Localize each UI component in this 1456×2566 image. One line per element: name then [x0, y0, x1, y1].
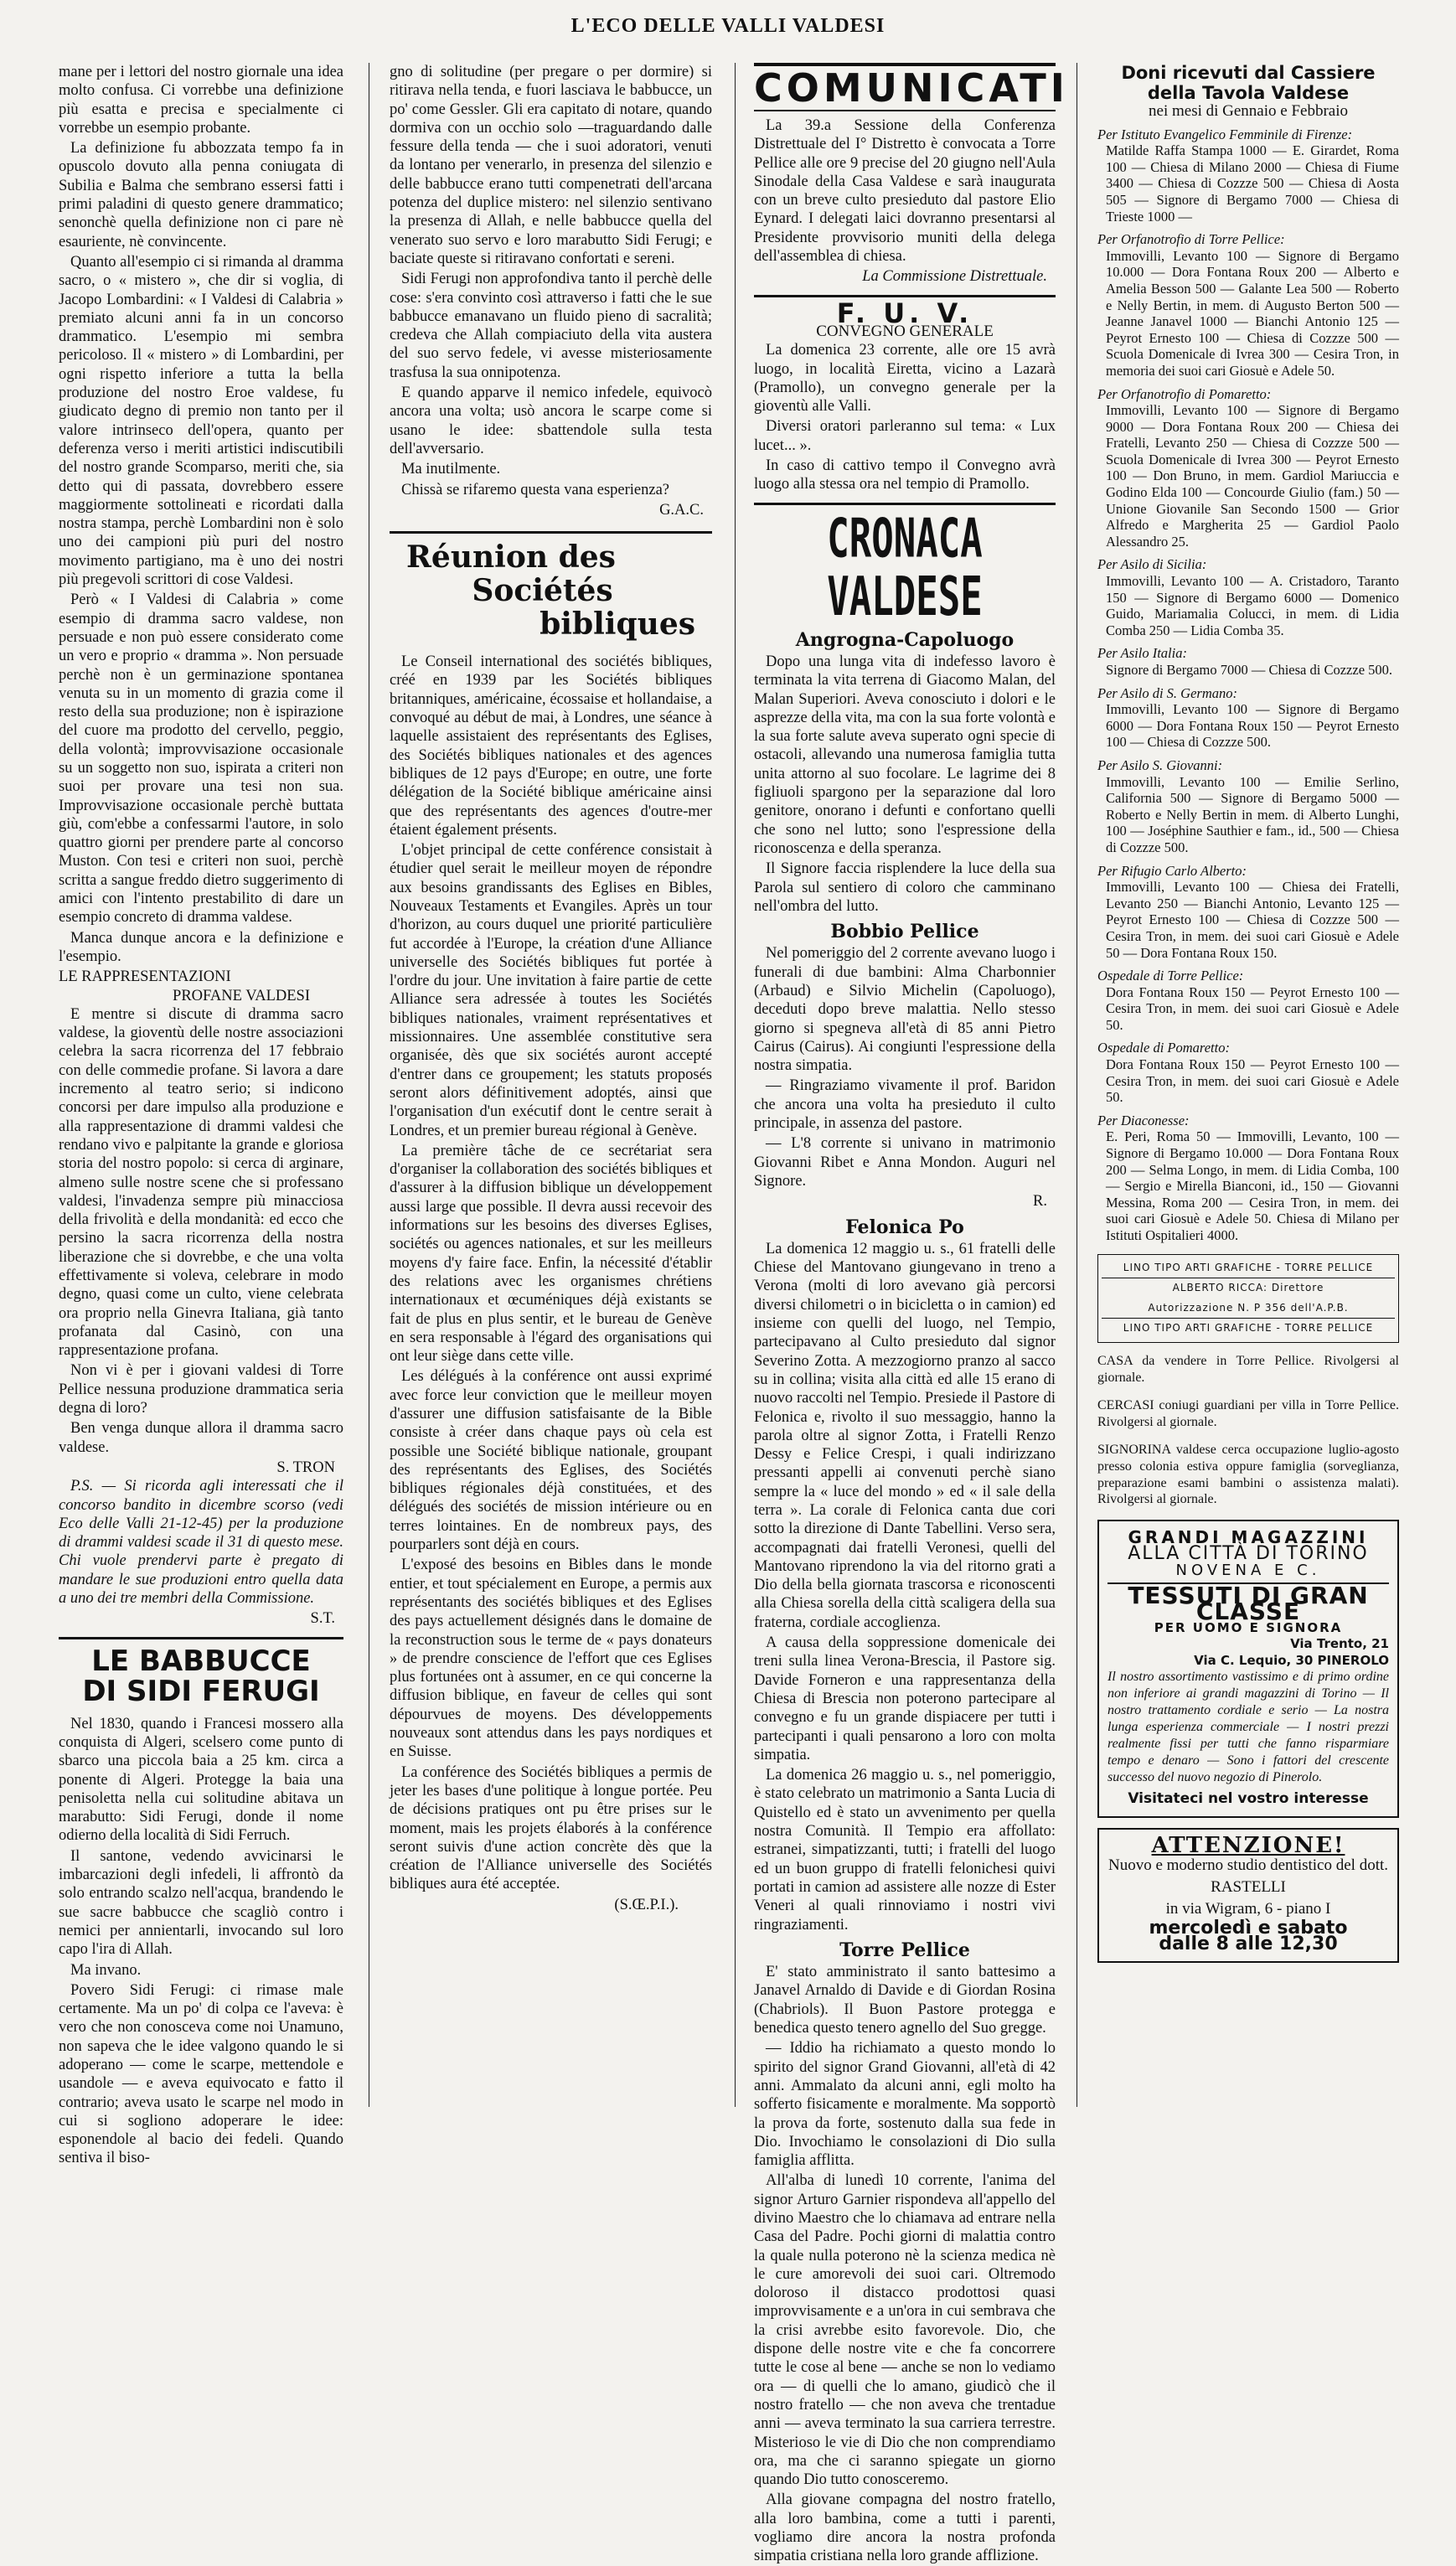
donation-category: Per Asilo Italia:	[1097, 645, 1187, 662]
paragraph: Manca dunque ancora e la definizione e l'esempio.	[59, 929, 343, 965]
donation-category: Per Asilo S. Giovanni:	[1097, 756, 1223, 773]
paragraph: Il santone, vedendo avvicinarsi le imbarcazioni degli infedeli, li affrontò da solo entrando scalzo nell'acqua, brandendo le sue sacre babbucce che scagliò contro i nemici per annientarli, invocando sul loro capo l'ira di Allah.	[59, 1847, 343, 1959]
paragraph: E quando apparve il nemico infedele, equivocò ancora una volta; usò ancora le scarpe come si usano le idee: sbattendole sulla testa dell'avversario.	[390, 385, 712, 457]
column-1	[59, 63, 343, 2167]
printer-line: LINO TIPO ARTI GRAFICHE - TORRE PELLICE	[1102, 1318, 1395, 1339]
section-title-comunicati: COMUNICATI	[754, 63, 1056, 111]
section-title-cronaca: CRONACA VALDESE	[827, 508, 983, 628]
classified-ad: CERCASI coniugi guardiani per villa in Torre Pellice. Rivolgersi al giornale.	[1097, 1398, 1399, 1429]
signature: R.	[1033, 1193, 1047, 1211]
printer-line: ALBERTO RICCA: Direttore	[1102, 1278, 1395, 1298]
donation-category: Per Istituto Evangelico Femminile di Firenze:	[1097, 126, 1353, 142]
donations-list	[1097, 126, 1399, 1244]
ad-line: NOVENA E C.	[1175, 1561, 1321, 1579]
paragraph: Il Signore faccia risplendere la luce della sua Parola sul sentiero di coloro che camminano nell'ombra del lutto.	[754, 860, 1056, 915]
donation-list-text: Dora Fontana Roux 150 — Peyrot Ernesto 100 — Cesira Tron, in mem. dei suoi cari Giosuè e Adele 50.	[1106, 984, 1399, 1033]
section-title-fuv: F. U. V.	[836, 297, 973, 329]
place-heading: Bobbio Pellice	[830, 921, 979, 943]
ad-line: GRANDI MAGAZZINI	[1128, 1526, 1369, 1547]
paragraph: Nel 1830, quando i Francesi mossero alla conquista di Algeri, scelsero come punto di sbarco una piccola baia a 25 km. circa a ponente di Algeri. Protegge la baia una penisoletta nella cui solitudine abitava un marabutto: Sidi Ferugi, donde il nome odierno della località di Sidi Ferruch.	[59, 1715, 343, 1845]
paragraph: La 39.a Sessione della Conferenza Distrettuale del I° Distretto è convocata a Torre Pellice alle ore 9 precise del 20 giugno nell'Aula Sinodale della Casa Valdese e sarà inaugurata con un breve culto presieduto dal pastore Elio Eynard. I delegati laici dovranno presentarsi al Presidente provvisorio muniti della delega dell'assemblea di chiesa.	[754, 117, 1056, 266]
ad-body: Il nostro assortimento vastissimo e di primo ordine non inferiore ai grandi magazzini di Torino — Il nostro trattamento cordiale e serio — La nostra lunga esperienza commerciale — I nostri prezzi realmente fissi per tutti che fanno risparmiare tempo e denaro — Sono i fattori del crescente successo del nuovo negozio di Pinerolo.	[1107, 1670, 1389, 1785]
paragraph: Non vi è per i giovani valdesi di Torre Pellice nessuna produzione drammatica seria degna di loro?	[59, 1362, 343, 1417]
column-3	[754, 63, 1069, 2565]
column-rule	[735, 63, 736, 2107]
classified-ad: SIGNORINA valdese cerca occupazione luglio-agosto presso colonia estiva oppure famiglia (sorveglianza, preparazione esami bambini o assistenza malati). Rivolgersi al giornale.	[1097, 1443, 1399, 1507]
paragraph: L'exposé des besoins en Bibles dans le monde entier, et tout spécialement en Europe, a permis aux représentants des sociétés bibliques et des Eglises des pays actuellement désignés dans le domaine de la reconstruction sous le terme de « pays donateurs » de prendre conscience de l'effort que ces Eglises plus fortunées ont à assumer, en ce qui concerne la diffusion biblique, en faveur de celles qui sont dépourvues de moyens. Des développements nouveaux sont attendus dans les pays nordiques et en Suisse.	[390, 1557, 712, 1761]
paragraph: Alla giovane compagna del nostro fratello, alla loro bambina, come a tutti i parenti, vogliamo dire ancora la nostra profonda simpatia cristiana nella loro grande afflizione.	[754, 2491, 1056, 2565]
ad-line: PER UOMO E SIGNORA	[1154, 1619, 1343, 1635]
paragraph: La conférence des Sociétés bibliques a permis de jeter les bases d'une politique à longue portée. Peu de décisions pratiques ont pu être prises sur le moment, mais les projets élaborés à la conférence seront suivis d'une action concrète dès que la création de l'Alliance universelle des Sociétés bibliques aura été acceptée.	[390, 1763, 712, 1893]
signature: S.T.	[310, 1610, 335, 1628]
paragraph: E' stato amministrato il santo battesimo a Janavel Arnaldo di Davide e di Giordan Rosina (Chabriols). Il Buon Pastore protegga e benedica questo tenero agnello del Suo gregge.	[754, 1964, 1056, 2037]
donation-category: Per Orfanotrofio di Torre Pellice:	[1097, 231, 1285, 248]
place-heading: Felonica Po	[845, 1216, 964, 1238]
signature: La Commissione Distrettuale.	[862, 268, 1047, 286]
ad-line: Via Trento, 21	[1290, 1636, 1389, 1652]
donation-list-text: Immovilli, Levanto 100 — Signore di Bergamo 10.000 — Dora Fontana Roux 200 — Alberto e Amelia Besson 500 — Galante Lea 500 — Roberto e Nelly Bertin, in mem. di Augusto Berton 500 — Jeanne Janavel 1000 — Bianchi Antonio 125 — Peyrot Ernesto 100 — Chiesa di Cozzze 500 — Scuola Domenicale di Ivrea 300 — Cesira Tron, in memoria dei suoi cari Giosuè e Adele 50.	[1106, 247, 1399, 379]
divider	[390, 531, 712, 534]
donation-category: Per Diaconesse:	[1097, 1112, 1190, 1128]
paragraph: A causa della soppressione domenicale dei treni sulla linea Verona-Brescia, il Pastore sig. Davide Forneron e una rappresentanza della Chiesa di Brescia non poterono partecipare al convegno e fu un grande dispiacere per tutti i partecipanti i quali pensarono a loro con molta simpatia.	[754, 1634, 1056, 1763]
section-heading: LE RAPPRESENTAZIONI	[59, 968, 231, 986]
paragraph: All'alba di lunedì 10 corrente, l'anima del signor Arturo Garnier rispondeva all'appello del divino Maestro che lo chiamava ad entrare nella Casa del Padre. Pochi giorni di malattia contro la quale nulla poterono nè la scienza medica nè le cure amorevoli dei suoi cari. Oltremodo doloroso il distacco prodottosi quasi improvvisamente e a un'ora in cui sembrava che la crisi avrebbe esito favorevole. Dio, che dispone delle nostre vite e che fa concorrere tutte le cose al bene — anche se non lo vediamo ora — di quelli che lo amano, giudicò che il nostro fratello — che non aveva che trentadue anni — aveva terminato la sua carriera terrestre. Misterioso le vie di Dio che non comprendiamo ora, ma che ci saranno spiegate un giorno quando Dio tutto conosceremo.	[754, 2172, 1056, 2489]
paragraph: La première tâche de ce secrétariat sera d'organiser la collaboration des sociétés bibliques et d'assurer à la diffusion biblique un développement aussi large que possible. Il devra aussi recevoir des informations sur les besoins des diverses Eglises, sociétés ou agences nationales, et sur les meilleurs moyens d'y faire face. Enfin, la nécessité d'établir des relations avec les organismes chrétiens internationaux et œcuméniques déjà existants se fait de plus en plus sentir, et le bureau de Genève en sera responsable à l'égard des organisations qui ont leur siège dans cette ville.	[390, 1142, 712, 1366]
signature: S. TRON	[276, 1459, 335, 1476]
classified-ad: CASA da vendere in Torre Pellice. Rivolgersi al giornale.	[1097, 1353, 1399, 1385]
paragraph: Le Conseil international des sociétés bibliques, créé en 1939 par les Sociétés bibliques britanniques, américaine, écossaise et hollandaise, a convoqué au début de mai, à Londres, une séance à laquelle assistaient des représentants des Eglises, des Sociétés bibliques nationales et des agences bibliques de 12 pays d'Europe; en outre, une forte délégation de la Société biblique américaine ainsi que des représentants des agences d'outre-mer étaient également présents.	[390, 653, 712, 839]
paragraph: La domenica 23 corrente, alle ore 15 avrà luogo, in località Eiretta, vicino a Lazarà (Pramollo), un convegno generale per la gioventù alle Valli.	[754, 342, 1056, 416]
paragraph: L'objet principal de cette conférence consistait à étudier quel serait le meilleur moyen de répondre aux besoins grandissants des Eglises en Bibles, Nouveaux Testaments et Evangiles. Après un tour d'horizon, au cours duquel une priorité particulière fut accordée à l'Europe, la création d'une Alliance universelle des Sociétés bibliques fut portée à l'ordre du jour. Une invitation à faire partie de cette Alliance sera adressée à toutes les Sociétés bibliques nationales, vraiment représentatives et missionnaires. Une assemblée constitutive sera organisée, dès que six sociétés auront accepté d'entrer dans ce groupement; les statuts proposés seront alors définitivement adoptés, ainsi que l'organisation d'un exécutif dont le centre serait à Londres, et un premier bureau régional à Genève.	[390, 842, 712, 1139]
ad-footer: Visitateci nel vostro interesse	[1128, 1790, 1369, 1808]
advertisement-dentist	[1097, 1828, 1399, 1963]
paragraph: Les délégués à la conférence ont aussi exprimé avec force leur conviction que le meilleur moyen d'assurer une diffusion satisfaisante de la Bible consiste à créer dans chaque pays où cela est possible une Société biblique nationale, groupant des représentants des Eglises, des Sociétés bibliques régionales déjà constituées, et des délégués des sociétés de mission intérieure ou en terres lointaines. En de nombreux pays, des pourparlers sont déjà en cours.	[390, 1368, 712, 1554]
column-4	[1097, 63, 1399, 2115]
donations-title: Doni ricevuti dal Cassiere	[1121, 63, 1376, 83]
place-heading: Angrogna-Capoluogo	[795, 628, 1015, 651]
donation-list-text: Dora Fontana Roux 150 — Peyrot Ernesto 100 — Cesira Tron, in mem. dei suoi cari Giosuè e Adele 50.	[1106, 1056, 1399, 1106]
paragraph: Però « I Valdesi di Calabria » come esempio di dramma sacro valdese, non persuade e non può essere considerato come un vero e proprio « dramma ». Non persuade perchè non è un germinazione spontanea venuta su in un momento di grazia come il resto della sua produzione; non è ispirazione del cuore ma prodotto del cervello, peggio, della volontà; improvvisazione occasionale su un soggetto non suo, ispirata a criteri non suoi per provare una tesi non sua. Improvvisazione occasionale perchè buttata giù, com'ebbe a confessarmi l'autore, in solo quattro giorni per prendere parte al concorso Muston. Con tesi e criteri non suoi, perchè scritta a sangue freddo dietro suggerimento di amici con l'intento prestabilito di dare un esempio concreto di dramma valdese.	[59, 591, 343, 927]
paragraph: mane per i lettori del nostro giornale una idea molto confusa. Ci vorrebbe una definizione più esatta e precisa e specialmente ci vorrebbe un esempio probante.	[59, 64, 343, 137]
postscript: P.S. — Si ricorda agli interessati che il concorso bandito in dicembre scorso (vedi Eco delle Valli 21-12-45) per la produzione di drammi valdesi scade il 31 di questo mese. Chi vuole prendervi parte è pregato di mandare le sue produzioni entro quella data a uno dei tre membri della Commissione.	[59, 1478, 343, 1608]
advertisement-magazzini	[1097, 1520, 1399, 1818]
article-title-line: DI SIDI FERUGI	[82, 1674, 320, 1708]
section-subheading: PROFANE VALDESI	[173, 987, 310, 1004]
donation-category: Per Asilo di S. Germano:	[1097, 684, 1237, 701]
printer-line: LINO TIPO ARTI GRAFICHE - TORRE PELLICE	[1123, 1261, 1374, 1273]
signature: G.A.C.	[659, 501, 704, 519]
paragraph: Sidi Ferugi non approfondiva tanto il perchè delle cose: s'era convinto così attraverso i fatti che le sue babbucce emanavano un fluido pieno di sacralità; credeva che Allah compiaciuto della vita austera del suo servo fedele, vi avesse misteriosamente trasfusa la sua onnipotenza.	[390, 271, 712, 381]
ad-line: Via C. Lequio, 30 PINEROLO	[1194, 1652, 1389, 1668]
donation-list-text: E. Peri, Roma 50 — Immovilli, Levanto, 100 — Signore di Bergamo 10.000 — Dora Fontana Roux 200 — Selma Longo, in mem. di Lidia Comba, 100 — Sergio e Mirella Bianconi, id., 150 — Giovanni Messina, Roma 200 — Cesira Tron, in mem. dei suoi cari Giosuè e Adele 50. Chiesa di Milano per Istituti Ospitalieri 4000.	[1106, 1128, 1399, 1243]
donation-list-text: Immovilli, Levanto 100 — Signore di Bergamo 6000 — Dora Fontana Roux 150 — Peyrot Ernesto 100 — Chiesa di Cozzze 500.	[1106, 701, 1399, 751]
donation-category: Ospedale di Torre Pellice:	[1097, 968, 1244, 984]
paragraph: La domenica 26 maggio u. s., nel pomeriggio, è stato celebrato un matrimonio a Santa Lucia di Quistello ed è stato un avvenimento per quella nostra Comunità. Il Tempio era affollato: estranei, simpatizzanti, tutti; i fratelli del luogo ed un buon gruppo di fratelli felonichesi quivi portati in camion ad assistere alle nozze di Ester Veneri al quali rinnoviamo i nostri vivi ringraziamenti.	[754, 1767, 1056, 1934]
donation-list-text: Immovilli, Levanto 100 — Signore di Bergamo 9000 — Dora Fontana Roux 200 — Chiesa dei Fratelli, Levanto 250 — Chiesa di Cozzze 500 — Scuola Domenicale di Ivrea 300 — Peyrot Ernesto 100 — Don Bruno, in mem. Gardiol Mariuccia e Godino Elda 100 — Concourde Giulio (fam.) 50 — Unione Giovanile San Secondo 1500 — Grior Alfredo e Margherita 25 — Gardiol Paolo Alessandro 25.	[1106, 402, 1399, 550]
donation-list-text: Signore di Bergamo 7000 — Chiesa di Cozzze 500.	[1106, 662, 1393, 678]
masthead: L'ECO DELLE VALLI VALDESI	[571, 15, 885, 37]
paragraph: In caso di cattivo tempo il Convegno avrà luogo alla stessa ora nel tempio di Pramollo.	[754, 457, 1056, 493]
ad-line: TESSUTI DI GRAN CLASSE	[1107, 1582, 1389, 1620]
section-subheading: CONVEGNO GENERALE	[816, 322, 994, 340]
source-credit: (S.Œ.P.I.).	[614, 1896, 679, 1913]
ad-line: ALLA CITTÀ DI TORINO	[1128, 1543, 1369, 1565]
paragraph: gno di solitudine (per pregare o per dormire) si ritirava nella tenda, e fuori lasciava le babbucce, un po' come Gessler. Gli era capitato di notare, quando dormiva con un occhio solo —traguardando dalle fessure della tenda — che i suoi adoratori, venuti da lontano per venerarlo, in presenza del silenzio e delle babbucce erano tutti compenetrati dell'arcana potenza del duplice mistero: nel silenzio sentivano la presenza di Allah, e nelle babbucce quella del venerato suo servo e loro marabutto Sidi Ferugi; e baciate queste si ritiravano confortati e sereni.	[390, 64, 712, 267]
article-title-line: Sociétés	[472, 573, 613, 609]
paragraph: Ben venga dunque allora il dramma sacro valdese.	[59, 1420, 343, 1456]
paragraph: Povero Sidi Ferugi: ci rimase male certamente. Ma un po' di colpa ce l'aveva: è vero che non conosceva come noi Unamuno, non sapeva che le idee valgono quando le si adoperano — come le scarpe, mettendole e usandole — e aveva equivocato e fatto il contrario; aveva usato le scarpe nel modo in cui si sogliono adoperare le idee: esponendole al bacio dei fedeli. Quando sentiva il biso-	[59, 1981, 343, 2167]
donation-category: Ospedale di Pomaretto:	[1097, 1040, 1230, 1056]
article-title-line: LE BABBUCCE	[91, 1644, 311, 1678]
paragraph: Nel pomeriggio del 2 corrente avevano luogo i funerali di due bambini: Alma Charbonnier (Arbaud) e Silvio Michelin (Capoluogo), deceduti dopo breve malattia. Nello stesso giorno si spegneva all'età di 85 anni Pietro Cairus (Cairus). Ai congiunti l'espressione della nostra simpatia.	[754, 945, 1056, 1075]
printer-box	[1097, 1254, 1399, 1343]
ad-line: dalle 8 alle 12,30	[1159, 1934, 1338, 1955]
article-title-line: Réunion des	[406, 540, 616, 576]
paragraph: Diversi oratori parleranno sul tema: « Lux lucet... ».	[754, 418, 1056, 454]
printer-line: Autorizzazione N. P 356 dell'A.P.B.	[1148, 1301, 1349, 1314]
paragraph: Chissà se rifaremo questa vana esperienza?	[401, 481, 670, 498]
paragraph: Ma invano.	[70, 1961, 142, 1979]
donations-subtitle: nei mesi di Gennaio e Febbraio	[1149, 102, 1348, 120]
ad-line: Nuovo e moderno studio dentistico del dott. RASTELLI	[1107, 1856, 1389, 1896]
donation-list-text: Immovilli, Levanto 100 — Chiesa dei Fratelli, Levanto 250 — Bianchi Antonio, Levanto 125 — Peyrot Ernesto 100 — Chiesa di Cozzze 500 — Cesira Tron, in mem. dei suoi cari Giosuè e Adele 50 — Dora Fontana Roux 150.	[1106, 879, 1399, 961]
donation-category: Per Asilo di Sicilia:	[1097, 556, 1207, 573]
paragraph: Dopo una lunga vita di indefesso lavoro è terminata la vita terrena di Giacomo Malan, del Malan Superiori. Aveva conosciuto i dolori e le asprezze della vita, ma con la sua forte volontà e la sua forte salute aveva superato ogni specie di ostacoli, allevando una numerosa famiglia tutta unita attorno al suo focolare. Le lagrime dei 8 figliuoli spargono per la separazione dal loro genitore, onorano i defunti e confortano quelli che sono nel lutto; sono l'espressione della riconoscenza e della speranza.	[754, 653, 1056, 857]
paragraph: — L'8 corrente si univano in matrimonio Giovanni Ribet e Anna Mondon. Auguri nel Signore.	[754, 1135, 1056, 1190]
paragraph: La domenica 12 maggio u. s., 61 fratelli delle Chiese del Mantovano giungevano in treno a Verona (molti di loro avevano già percorsi diversi chilometri o in bicicletta o in camion) ed insieme con quelli del luogo, nel Tempio, partecipavano al Culto presieduto dal signor Severino Zotta. A mezzogiorno pranzo al sacco su in collina; visita alla città ed alle 15 erano di nuovo raccolti nel Tempio. Presiede il Pastore di Felonica e, rivolto il suo messaggio, hanno la parola oltre al signor Zotta, i Fratelli Renzo Dessy e Felice Crespi, i quali indirizzano pressanti appelli ai convenuti perchè siano sempre la « luce del mondo » ed « il sale della terra ». La corale di Felonica canta due cori sotto la direzione di Dante Tabellini. Verso sera, accompagnati dai fratelli Veronesi, quelli del Mantovano riprendono la via del ritorno grati a Dio della bella giornata trascorsa e riconoscenti alla Chiesa sorella della città scaligera della sua fraterna, cordiale accoglienza.	[754, 1240, 1056, 1631]
paragraph: — Ringraziamo vivamente il prof. Baridon che ancora una volta ha presieduto il culto principale, in assenza del pastore.	[754, 1077, 1056, 1133]
divider	[754, 503, 1056, 505]
paragraph: Quanto all'esempio ci si rimanda al dramma sacro, o « mistero », che dir si voglia, di Jacopo Lombardini: « I Valdesi di Calabria » premiato alcuni anni fa in un concorso drammatico. L'esempio mi sembra pericoloso. Il « mistero » di Lombardini, per ogni rispetto inferiore a tutta la bella produzione del nostro Eroe valdese, fu giudicato degno di premio non tanto per il valore intrinseco dell'opera, quanto per deferenza verso i meriti artistici indiscutibili del nostro grande Scomparso, meriti che, sia detto qui di passata, dovrebbero essere maggiormente sottolineati e ricordati dalla nostra stampa, perchè Lombardini non è solo uno dei campioni più puri del nostro movimento partigiano, ma è uno dei nostri più pregevoli scrittori di cose Valdesi.	[59, 253, 343, 589]
ad-line: mercoledì e sabato	[1149, 1917, 1348, 1939]
donation-list-text: Matilde Raffa Stampa 1000 — E. Girardet, Roma 100 — Chiesa di Milano 2000 — Chiesa di Fiume 3400 — Chiesa di Cozzze 500 — Chiesa di Aosta 505 — Signore di Bergamo 7000 — Chiesa di Trieste 1000 —	[1106, 142, 1399, 225]
donation-list-text: Immovilli, Levanto 100 — Emilie Serlino, California 500 — Signore di Bergamo 5000 — Roberto e Nelly Bertin in mem. di Alberto Lunghi, 100 — Joséphine Sauthier e fam., id., 500 — Chiesa di Cozzze 500.	[1106, 773, 1399, 855]
divider	[59, 1637, 343, 1639]
ad-title: ATTENZIONE!	[1151, 1833, 1345, 1859]
donation-list-text: Immovilli, Levanto 100 — A. Cristadoro, Taranto 150 — Signore di Bergamo 6000 — Domenico Guido, Mariamalia Colucci, in mem. di Lidia Comba 250 — Lidia Comba 35.	[1106, 573, 1399, 638]
place-heading: Torre Pellice	[839, 1939, 970, 1961]
column-2	[390, 63, 712, 2115]
paragraph: — Iddio ha richiamato a questo mondo lo spirito del signor Grand Giovanni, all'età di 42 anni. Ammalato da alcuni anni, egli molto ha sofferto fisicamente e moralmente. Ma sopportò la prova da forte, sostenuto dalla sua fede in Dio. Invochiamo le consolazioni di Dio sulla famiglia afflitta.	[754, 2040, 1056, 2170]
ad-line: in via Wigram, 6 - piano I	[1165, 1899, 1331, 1918]
donation-category: Per Rifugio Carlo Alberto:	[1097, 862, 1247, 879]
paragraph: E mentre si discute di dramma sacro valdese, la gioventù delle nostre associazioni celebra la sacra ricorrenza del 17 febbraio con delle commedie profane. Si lavora a dare incremento al teatro serio; si indicono concorsi per dare impulso alla produzione e alla rappresentazione di drammi valdesi che rendano vivo e palpitante la grande e gloriosa storia del nostro popolo: si cerca di arginare, almeno sulle nostre scene che si professano valdesi, l'invadenza sempre più minacciosa della frivolità e della mondanità: ed ecco che persino la sacra ricorrenza della nostra liberazione che si dovrebbe, e che una volta effettivamente si voleva, celebrare in modo degno, quasi come un culto, viene celebrata ora proprio nella Ginevra Italiana, già tanto profanata dal Casinò, con una rappresentazione profana.	[59, 1005, 343, 1360]
donation-category: Per Orfanotrofio di Pomaretto:	[1097, 385, 1272, 402]
article-title-line: bibliques	[540, 607, 695, 643]
paragraph: La definizione fu abbozzata tempo fa in opuscolo dovuto alla penna coniugata di Subilia e Balma che sembrano essersi fatti i primi paladini di questo genere drammatico; senonchè quella definizione non ci pare nè esauriente, nè convincente.	[59, 140, 343, 250]
classifieds	[1097, 1353, 1399, 1508]
donations-title: della Tavola Valdese	[1147, 83, 1350, 103]
paragraph: Ma inutilmente.	[401, 461, 501, 478]
